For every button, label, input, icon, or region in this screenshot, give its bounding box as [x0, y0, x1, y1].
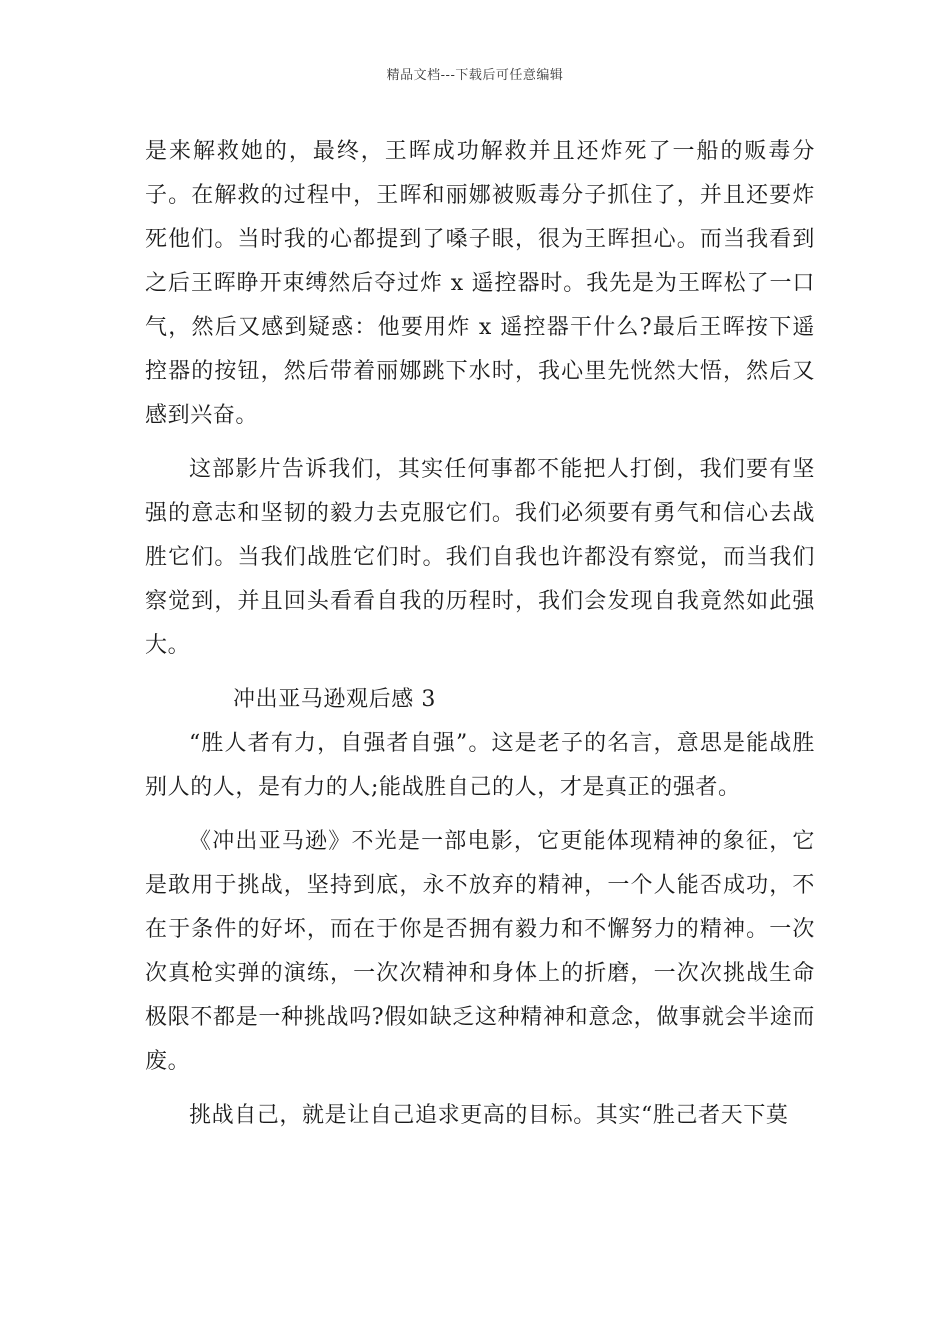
paragraph-quote: “胜人者有力，自强者自强”。这是老子的名言，意思是能战胜别人的人，是有力的人;能战胜自己的人，才是真正的强者。 — [145, 731, 815, 800]
paragraph-challenge-self: 挑战自己，就是让自己追求更高的目标。其实“胜己者天下莫 — [189, 1103, 789, 1128]
section-heading: 冲出亚马逊观后感 3 — [233, 687, 436, 712]
paragraph-lesson: 这部影片告诉我们，其实任何事都不能把人打倒，我们要有坚强的意志和坚韧的毅力去克服它们。我们必须要有勇气和信心去战胜它们。当我们战胜它们时。我们自我也许都没有察觉，而当我们察觉到，并且回头看看自我的历程时，我们会发现自我竟然如此强大。 — [145, 457, 815, 658]
page-header: 精品文档---下载后可任意编辑 — [386, 68, 564, 83]
document-body — [145, 130, 815, 1138]
paragraph-gap — [145, 438, 815, 448]
paragraph-gap — [145, 1084, 815, 1094]
paragraph-gap — [145, 810, 815, 820]
paragraph-gap — [145, 668, 815, 678]
paragraph-rescue: 是来解救她的，最终，王晖成功解救并且还炸死了一船的贩毒分子。在解救的过程中，王晖和丽娜被贩毒分子抓住了，并且还要炸死他们。当时我的心都提到了嗓子眼，很为王晖担心。而当我看到之后王晖睁开束缚然后夺过炸 x 遥控器时。我先是为王晖松了一口气，然后又感到疑惑：他要用炸 x 遥控器干什么?最后王晖按下遥控器的按钮，然后带着丽娜跳下水时，我心里先恍然大悟，然后又感到兴奋。 — [145, 139, 815, 428]
paragraph-film-spirit: 《冲出亚马逊》不光是一部电影，它更能体现精神的象征，它是敢用于挑战，坚持到底，永不放弃的精神，一个人能否成功，不在于条件的好坏，而在于你是否拥有毅力和不懈努力的精神。一次次真枪实弹的演练，一次次精神和身体上的折磨，一次次挑战生命极限不都是一种挑战吗?假如缺乏这种精神和意念，做事就会半途而废。 — [145, 829, 815, 1074]
